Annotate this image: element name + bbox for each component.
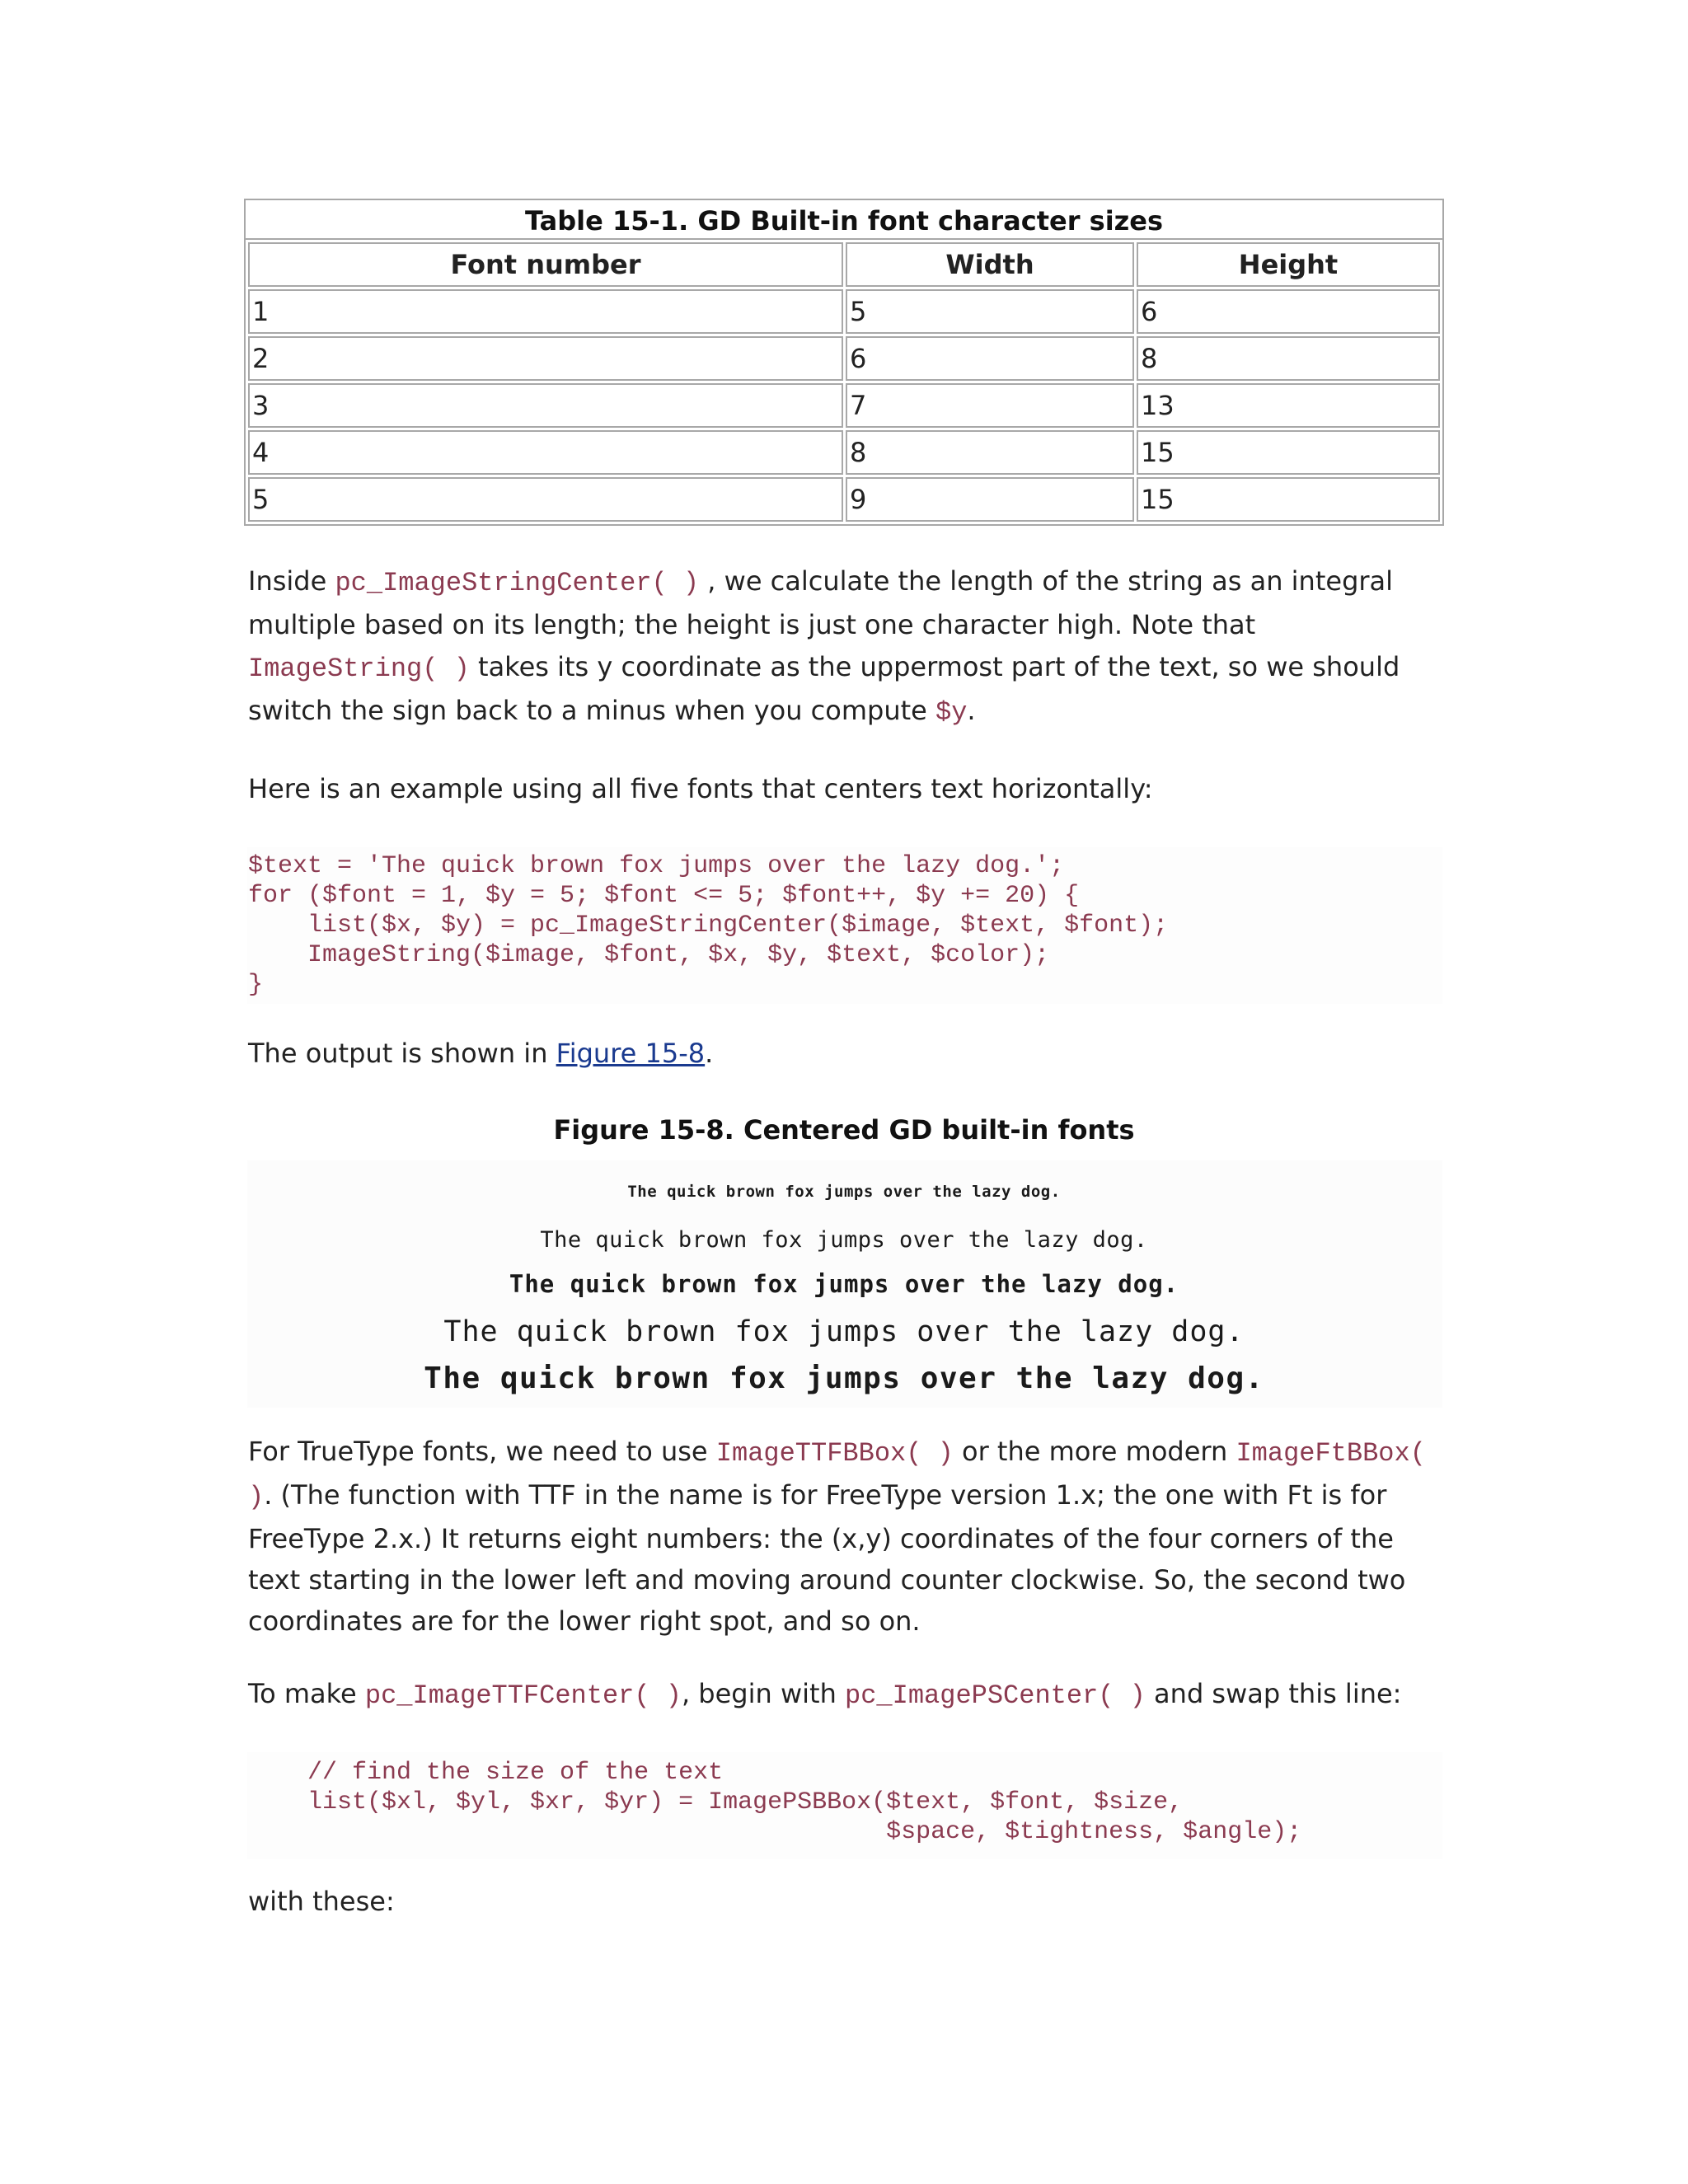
table-row xyxy=(248,477,1440,522)
table-row xyxy=(248,430,1440,475)
cell-font-number: 5 xyxy=(248,477,843,522)
text: To make xyxy=(248,1678,365,1709)
cell-width: 9 xyxy=(846,477,1134,522)
paragraph-truetype xyxy=(248,1431,1443,1642)
text: , begin with xyxy=(681,1678,846,1709)
text: , we calculate the length of the string as an integral multiple based on its length; the height is just one character high. Note that xyxy=(248,565,1394,640)
cell-width: 7 xyxy=(846,383,1134,428)
figure-title: Figure 15-8. Centered GD built-in fonts xyxy=(553,1114,1135,1146)
table-row xyxy=(248,289,1440,334)
paragraph-with-these: with these: xyxy=(248,1886,395,1917)
text: . xyxy=(967,695,976,726)
cell-height: 15 xyxy=(1137,430,1440,475)
table-row xyxy=(248,383,1440,428)
figure-link[interactable]: Figure 15-8 xyxy=(556,1038,706,1069)
text: For TrueType fonts, we need to use xyxy=(248,1436,716,1467)
inline-code: ImageFtBBox( ) xyxy=(248,1438,1426,1512)
table-header-row xyxy=(248,242,1440,287)
figure-sample-font-1: The quick brown fox jumps over the lazy dog. xyxy=(627,1183,1061,1201)
cell-font-number: 4 xyxy=(248,430,843,475)
paragraph-string-center xyxy=(248,560,1443,733)
column-header-width: Width xyxy=(846,242,1134,287)
cell-width: 6 xyxy=(846,336,1134,381)
inline-code: ImageTTFBBox( ) xyxy=(715,1438,954,1469)
text: . xyxy=(705,1038,714,1069)
figure-sample-font-4: The quick brown fox jumps over the lazy dog. xyxy=(443,1315,1245,1348)
paragraph-output xyxy=(248,1033,1443,1075)
cell-height: 6 xyxy=(1137,289,1440,334)
code-block-psbbox: // find the size of the text list($xl, $yl, $xr, $yr) = ImagePSBBox($text, $font, $size, $space, $tightness, $angle); xyxy=(307,1759,1302,1846)
table-row xyxy=(248,336,1440,381)
text: and swap this line: xyxy=(1145,1678,1402,1709)
table-caption: Table 15-1. GD Built-in font character sizes xyxy=(244,199,1444,238)
text: or the more modern xyxy=(953,1436,1236,1467)
inline-code: pc_ImageStringCenter( ) xyxy=(335,568,700,598)
cell-height: 15 xyxy=(1137,477,1440,522)
figure-sample-font-5: The quick brown fox jumps over the lazy dog. xyxy=(424,1361,1264,1395)
inline-code: ImageString( ) xyxy=(248,654,470,684)
cell-font-number: 2 xyxy=(248,336,843,381)
cell-font-number: 1 xyxy=(248,289,843,334)
paragraph-ttf-center xyxy=(248,1673,1443,1717)
text: takes its y coordinate as the uppermost part of the text, so we should switch the sign back to a minus when you compute xyxy=(248,651,1400,726)
text: . (The function with TTF in the name is for FreeType version 1.x; the one with Ft is for FreeType 2.x.) It returns eight numbers: the (x,y) coordinates of the four corners of the text starting in the lower left and moving around counter clockwise. So, the second two coordinates are for the lower right spot, and so on. xyxy=(248,1479,1406,1637)
column-header-font-number: Font number xyxy=(248,242,843,287)
inline-code: pc_ImagePSCenter( ) xyxy=(845,1680,1146,1711)
cell-height: 8 xyxy=(1137,336,1440,381)
code-block-example: $text = 'The quick brown fox jumps over the lazy dog.'; for ($font = 1, $y = 5; $font <= 5; $font++, $y += 20) { list($x, $y) = pc_ImageStringCenter($image, $text, $font); ImageString($image, $font, $x, $y, $text, $color); } xyxy=(248,852,1169,999)
text: Inside xyxy=(248,565,335,597)
font-size-table xyxy=(244,199,1444,526)
font-size-table-container xyxy=(244,199,1444,526)
figure-sample-font-2: The quick brown fox jumps over the lazy dog. xyxy=(540,1227,1148,1253)
cell-font-number: 3 xyxy=(248,383,843,428)
cell-width: 5 xyxy=(846,289,1134,334)
text: The output is shown in xyxy=(248,1038,556,1069)
figure-sample-font-3: The quick brown fox jumps over the lazy dog. xyxy=(509,1270,1179,1298)
paragraph-example-intro: Here is an example using all five fonts that centers text horizontally: xyxy=(248,773,1153,804)
column-header-height: Height xyxy=(1137,242,1440,287)
inline-code: $y xyxy=(935,697,968,728)
inline-code: pc_ImageTTFCenter( ) xyxy=(364,1680,682,1711)
cell-width: 8 xyxy=(846,430,1134,475)
cell-height: 13 xyxy=(1137,383,1440,428)
